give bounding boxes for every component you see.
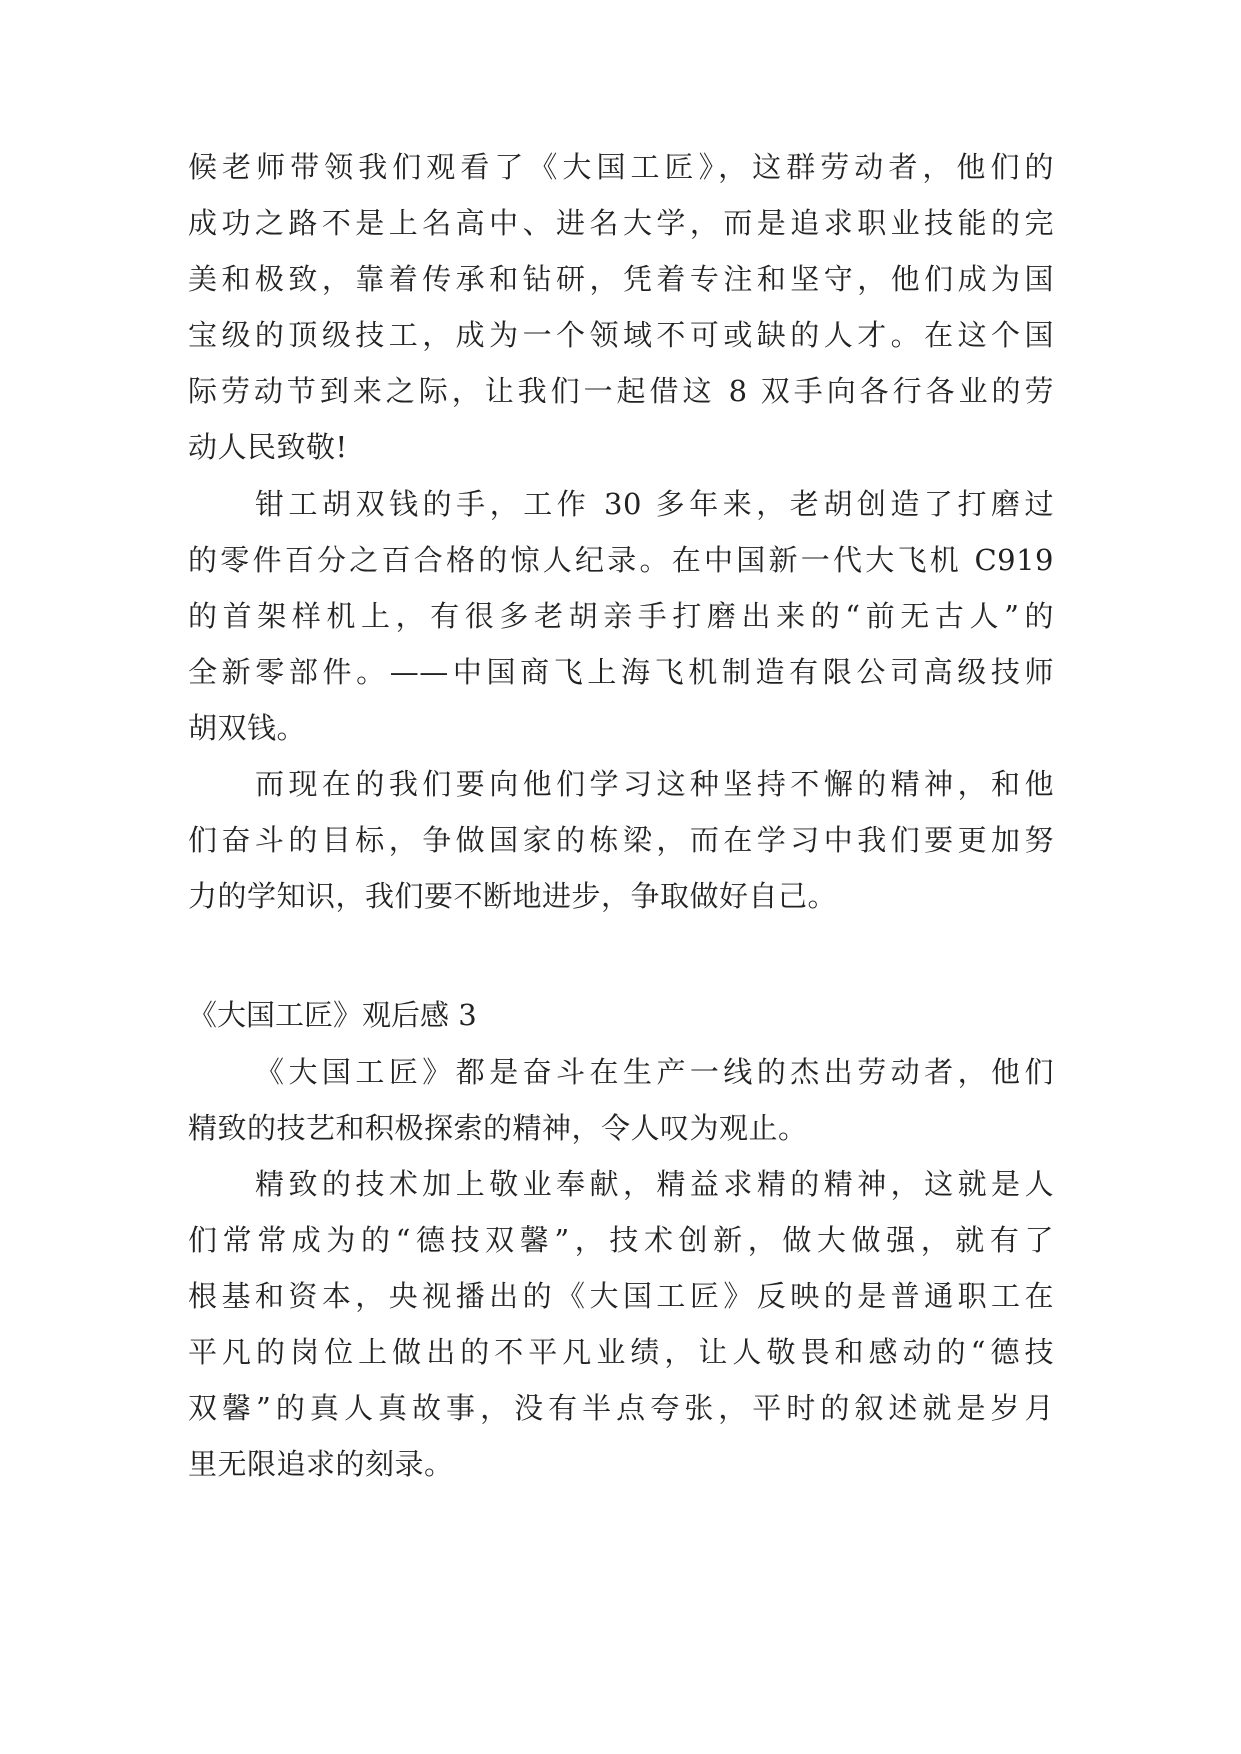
paragraph-4-line-2: 精致的技艺和积极探索的精神，令人叹为观止。 (188, 1111, 808, 1145)
paragraph-5-line-4: 平凡的岗位上做出的不平凡业绩，让人敬畏和感动的“德技 (188, 1335, 1054, 1369)
paragraph-3-line-1: 而现在的我们要向他们学习这种坚持不懈的精神，和他 (255, 767, 1054, 801)
paragraph-1-line-6: 动人民致敬! (188, 430, 348, 464)
paragraph-5-line-1: 精致的技术加上敬业奉献，精益求精的精神，这就是人 (255, 1167, 1054, 1201)
paragraph-1-line-1: 候老师带领我们观看了《大国工匠》，这群劳动者，他们的 (188, 150, 1054, 184)
paragraph-5-line-6: 里无限追求的刻录。 (188, 1447, 454, 1481)
paragraph-2-line-2: 的零件百分之百合格的惊人纪录。在中国新一代大飞机 C919 (188, 543, 1054, 577)
paragraph-3-line-2: 们奋斗的目标，争做国家的栋梁，而在学习中我们要更加努 (188, 823, 1054, 857)
paragraph-5-line-5: 双馨”的真人真故事，没有半点夸张，平时的叙述就是岁月 (188, 1391, 1054, 1425)
paragraph-4-line-1: 《大国工匠》都是奋斗在生产一线的杰出劳动者，他们 (255, 1055, 1054, 1089)
paragraph-2-line-4: 全新零部件。——中国商飞上海飞机制造有限公司高级技师 (188, 655, 1054, 689)
paragraph-3-line-3: 力的学知识，我们要不断地进步，争取做好自己。 (188, 879, 838, 913)
paragraph-1-line-3: 美和极致，靠着传承和钻研，凭着专注和坚守，他们成为国 (188, 262, 1054, 296)
paragraph-2-line-5: 胡双钱。 (188, 711, 307, 745)
paragraph-1-line-2: 成功之路不是上名高中、进名大学，而是追求职业技能的完 (188, 206, 1054, 240)
paragraph-5-line-3: 根基和资本，央视播出的《大国工匠》反映的是普通职工在 (188, 1279, 1054, 1313)
section-heading: 《大国工匠》观后感 3 (188, 998, 477, 1032)
paragraph-5-line-2: 们常常成为的“德技双馨”，技术创新，做大做强，就有了 (188, 1223, 1054, 1257)
paragraph-2-line-1: 钳工胡双钱的手，工作 30 多年来，老胡创造了打磨过 (255, 487, 1054, 521)
paragraph-1-line-5: 际劳动节到来之际，让我们一起借这 8 双手向各行各业的劳 (188, 374, 1054, 408)
paragraph-2-line-3: 的首架样机上，有很多老胡亲手打磨出来的“前无古人”的 (188, 599, 1054, 633)
paragraph-1-line-4: 宝级的顶级技工，成为一个领域不可或缺的人才。在这个国 (188, 318, 1054, 352)
